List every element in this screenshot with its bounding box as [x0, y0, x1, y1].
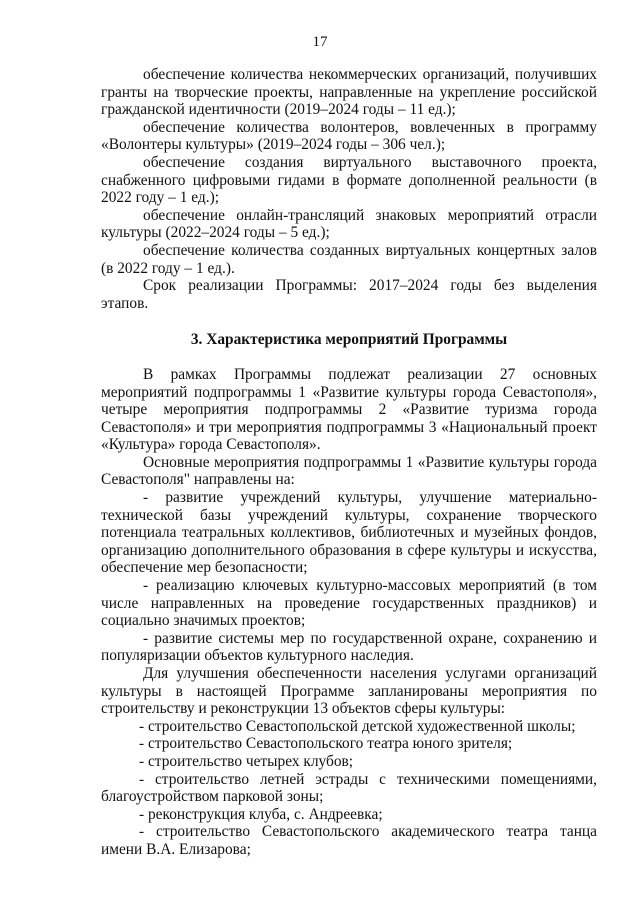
document-body	[101, 66, 597, 859]
paragraph: Срок реализации Программы: 2017–2024 годы без выделения этапов.	[101, 277, 597, 312]
page-number: 17	[312, 34, 328, 50]
paragraph: обеспечение онлайн-трансляций знаковых мероприятий отрасли культуры (2022–2024 годы – 5 ед.);	[101, 206, 597, 242]
list-item: - строительство Севастопольского театра юного зрителя;	[139, 735, 513, 753]
paragraph: обеспечение количества созданных виртуальных концертных залов (в 2022 году – 1 ед.).	[101, 241, 597, 277]
paragraph: В рамках Программы подлежат реализации 27 основных мероприятий подпрограммы 1 «Развитие культуры города Севастополя», четыре мероприятия подпрограммы 2 «Развитие туризма города Севастополя» и три мероприятия подпрограммы 3 «Национальный проект «Культура» города Севастополя».	[101, 365, 597, 454]
paragraph: Для улучшения обеспеченности населения услугами организаций культуры в настоящей Программе запланированы мероприятия по строительству и реконструкции 13 объектов сферы культуры:	[101, 665, 597, 718]
list-item: - реализацию ключевых культурно-массовых мероприятий (в том числе направленных на проведение государственных праздников) и социально значимых проектов;	[101, 577, 597, 630]
paragraph: обеспечение создания виртуального выставочного проекта, снабженного цифровыми гидами в формате дополненной реальности (в 2022 году – 1 ед.);	[101, 153, 597, 207]
paragraph: обеспечение количества некоммерческих организаций, получивших гранты на творческие проекты, направленные на укрепление российской гражданской идентичности (2019–2024 годы – 11 ед.);	[101, 66, 597, 119]
list-item: - строительство летней эстрады с техническими помещениями, благоустройством парковой зоны;	[101, 770, 597, 806]
list-item: - строительство Севастопольской детской художественной школы;	[139, 717, 576, 735]
list-item: - развитие системы мер по государственной охране, сохранению и популяризации объектов культурного наследия.	[101, 629, 597, 665]
paragraph: обеспечение количества волонтеров, вовлеченных в программу «Волонтеры культуры» (2019–2024 годы – 306 чел.);	[101, 118, 597, 154]
list-item: - строительство Севастопольского академического театра танца имени В.А. Елизарова;	[101, 823, 597, 858]
list-item: - реконструкция клуба, с. Андреевка;	[139, 805, 383, 823]
list-item: - строительство четырех клубов;	[139, 752, 354, 770]
list-item: - развитие учреждений культуры, улучшение материально-технической базы учреждений культуры, сохранение творческого потенциала театральных коллективов, библиотечных и музейных фондов, организацию дополнительного образования в сфере культуры и искусства, обеспечение мер безопасности;	[101, 489, 597, 577]
paragraph: Основные мероприятия подпрограммы 1 «Развитие культуры города Севастополя" направлены на:	[101, 453, 597, 489]
section-heading: 3. Характеристика мероприятий Программы	[190, 331, 508, 349]
